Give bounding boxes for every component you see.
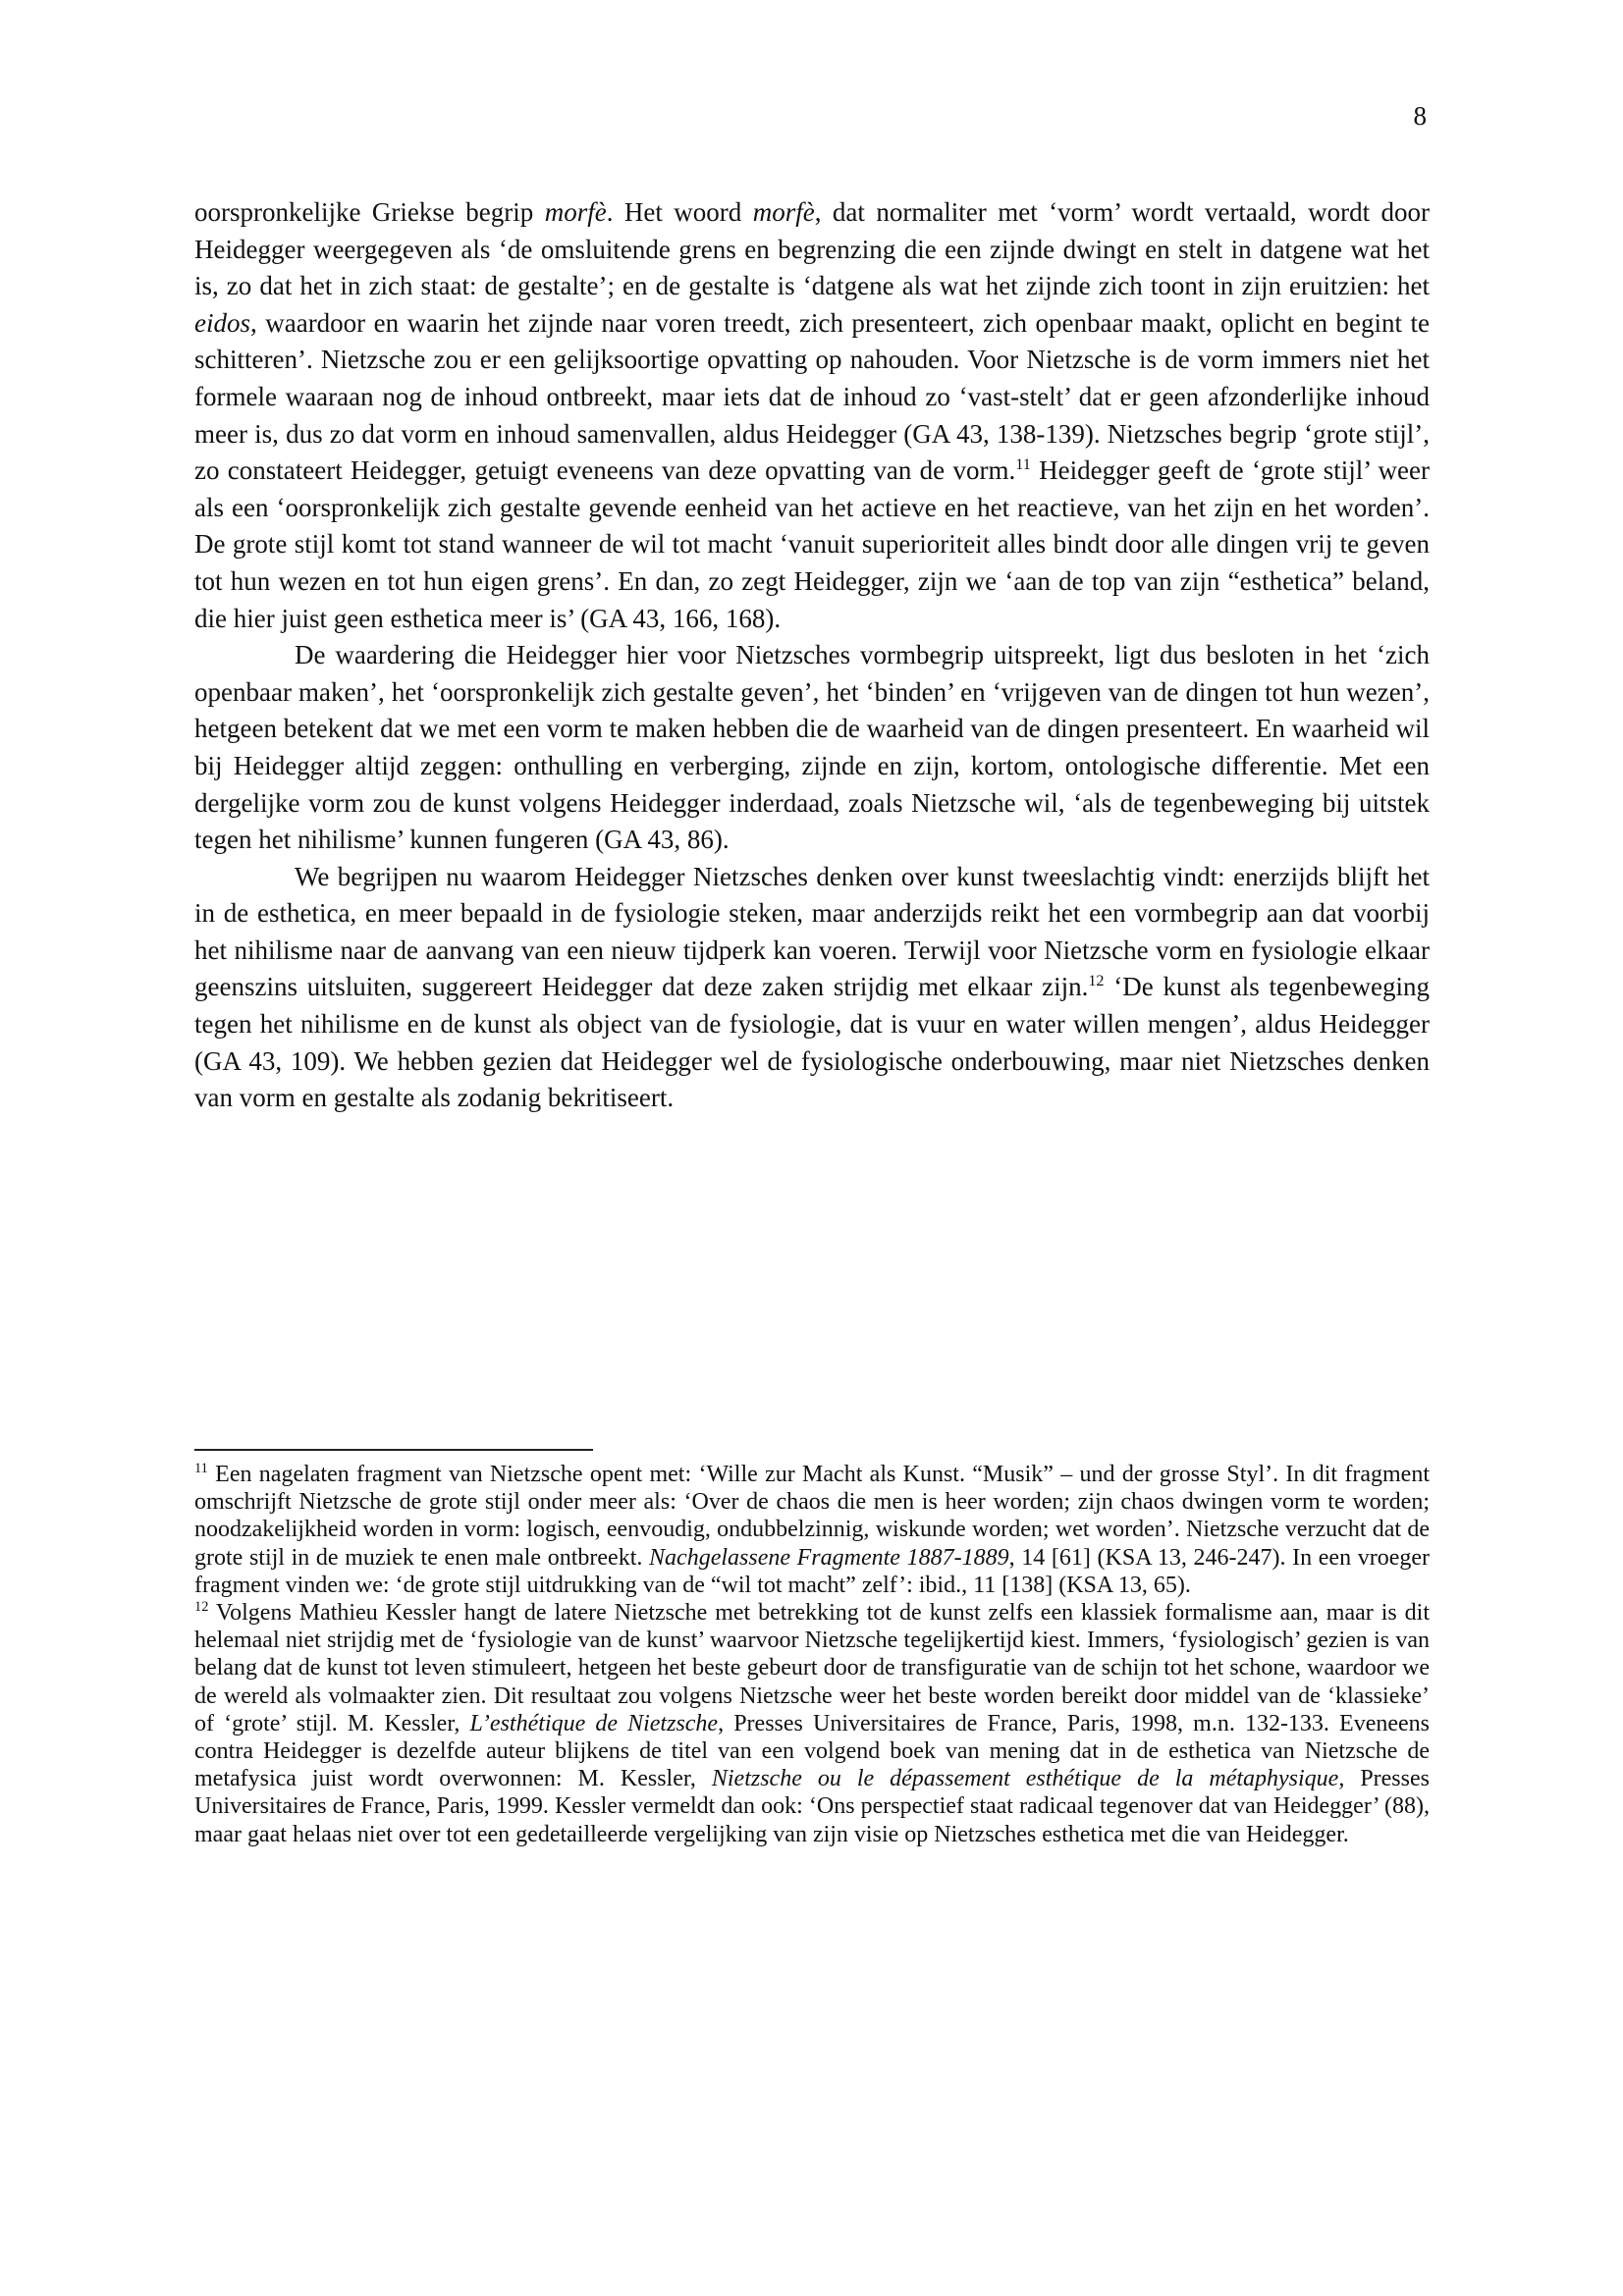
- footnote-12: $^{12}$ Volgens Mathieu Kessler hangt de latere Nietzsche met betrekking tot de kunst zelfs een klassiek formalisme aan, maar is dit helemaal niet strijdig met de ‘fysiologie van de kunst’ waarvoor Nietzsche tegelijkertijd kiest. Immers, ‘fysiologisch’ gezien is van belang dat de kunst tot leven stimuleert, hetgeen het beste gebeurt door de transfiguratie van de schijn tot het schone, waardoor we de wereld als volmaakter zien. Dit resultaat zou volgens Nietzsche weer het beste worden bereikt door middel van de ‘klassieke’ of ‘grote’ stijl. M. Kessler, L’esthétique de Nietzsche, Presses Universitaires de France, Paris, 1998, m.n. 132-133. Eveneens contra Heidegger is dezelfde auteur blijkens de titel van een volgend boek van mening dat in de esthetica van Nietzsche de metafysica juist wordt overwonnen: M. Kessler, Nietzsche ou le dépassement esthétique de la métaphysique, Presses Universitaires de France, Paris, 1999. Kessler vermeldt dan ook: ‘Ons perspectief staat radicaal tegenover dat van Heidegger’ (88), maar gaat helaas niet over tot een gedetailleerde vergelijking van zijn visie op Nietzsches esthetica met die van Heidegger.: [194, 1599, 1431, 1847]
- page-number: 8: [1413, 101, 1427, 131]
- italic-title: Nietzsche ou le dépassement esthétique de la métaphysique: [711, 1766, 1339, 1792]
- footnote-11: $^{11}$ Een nagelaten fragment van Nietzsche opent met: ‘Wille zur Macht als Kunst. “Musik” – und der grosse Styl’. In dit fragment omschrijft Nietzsche de grote stijl onder meer als: ‘Over de chaos die men is heer worden; zijn chaos dwingen vorm te worden; noodzakelijkheid worden in vorm: logisch, eenvoudig, ondubbelzinnig, wiskunde worden; wet worden’. Nietzsche verzucht dat de grote stijl in de muziek te enen male ontbreekt. Nachgelassene Fragmente 1887-1889, 14 [61] (KSA 13, 246-247). In een vroeger fragment vinden we: ‘de grote stijl uitdrukking van de “wil tot macht” zelf’: ibid., 11 [138] (KSA 13, 65).: [194, 1461, 1431, 1598]
- footnote-separator: [194, 1449, 593, 1451]
- footnote-ref-12[interactable]: 12: [1088, 972, 1105, 990]
- paragraph-2: De waardering die Heidegger hier voor Nietzsches vormbegrip uitspreekt, ligt dus besloten in het ‘zich openbaar maken’, het ‘oorspronkelijk zich gestalte geven’, het ‘binden’ en ‘vrijgeven van de dingen tot hun wezen’, hetgeen betekent dat we met een vorm te maken hebben die de waarheid van de dingen presenteert. En waarheid wil bij Heidegger altijd zeggen: onthulling en verberging, zijnde en zijn, kortom, ontologische differentie. Met een dergelijke vorm zou de kunst volgens Heidegger inderdaad, zoals Nietzsche wil, ‘als de tegenbeweging bij uitstek tegen het nihilisme’ kunnen fungeren (GA 43, 86).: [194, 640, 1430, 855]
- italic-term: eidos: [194, 307, 250, 338]
- paragraph-1: oorspronkelijke Griekse begrip morfè. Het woord morfè, dat normaliter met ‘vorm’ wordt vertaald, wordt door Heidegger weergegeven als ‘de omsluitende grens en begrenzing die een zijnde dwingt en stelt in datgene wat het is, zo dat het in zich staat: de gestalte’; en de gestalte is ‘datgene als wat het zijnde zich toont in zijn eruitzien: het eidos, waardoor en waarin het zijnde naar voren treedt, zich presenteert, zich openbaar maakt, oplicht en begint te schitteren’. Nietzsche zou er een gelijksoortige opvatting op nahouden. Voor Nietzsche is de vorm immers niet het formele waaraan nog de inhoud ontbreekt, maar iets dat de inhoud zo ‘vast-stelt’ dat er geen afzonderlijke inhoud meer is, dus zo dat vorm en inhoud samenvallen, aldus Heidegger (GA 43, 138-139). Nietzsches begrip ‘grote stijl’, zo constateert Heidegger, getuigt eveneens van deze opvatting van de vorm.$^{11}$ Heidegger geeft de ‘grote stijl’ weer als een ‘oorspronkelijk zich gestalte gevende eenheid van het actieve en het reactieve, van het zijn en het worden’. De grote stijl komt tot stand wanneer de wil tot macht ‘vanuit superioriteit alles bindt door alle dingen vrij te geven tot hun wezen en tot hun eigen grens’. En dan, zo zegt Heidegger, zijn we ‘aan de top van zijn “esthetica” beland, die hier juist geen esthetica meer is’ (GA 43, 166, 168).: [194, 197, 1430, 633]
- italic-term: morfè: [752, 197, 815, 227]
- main-text: [194, 194, 1430, 1117]
- italic-title: L’esthétique de Nietzsche: [469, 1710, 719, 1736]
- footnote-number: 11: [194, 1461, 208, 1476]
- footnote-number: 12: [194, 1599, 209, 1616]
- footnotes: [194, 1461, 1430, 1848]
- italic-title: Nachgelassene Fragmente 1887-1889: [649, 1544, 1009, 1571]
- footnote-ref-11[interactable]: 11: [1015, 455, 1031, 474]
- italic-term: morfè: [544, 197, 607, 227]
- paragraph-3: We begrijpen nu waarom Heidegger Nietzsches denken over kunst tweeslachtig vindt: enerzijds blijft het in de esthetica, en meer bepaald in de fysiologie steken, maar anderzijds reikt het een vormbegrip aan dat voorbij het nihilisme naar de aanvang van een nieuw tijdperk kan voeren. Terwijl voor Nietzsche vorm en fysiologie elkaar geenszins uitsluiten, suggereert Heidegger dat deze zaken strijdig met elkaar zijn.$^{12}$ ‘De kunst als tegenbeweging tegen het nihilisme en de kunst als object van de fysiologie, dat is vuur en water willen mengen’, aldus Heidegger (GA 43, 109). We hebben gezien dat Heidegger wel de fysiologische onderbouwing, maar niet Nietzsches denken van vorm en gestalte als zodanig bekritiseert.: [194, 861, 1430, 1113]
